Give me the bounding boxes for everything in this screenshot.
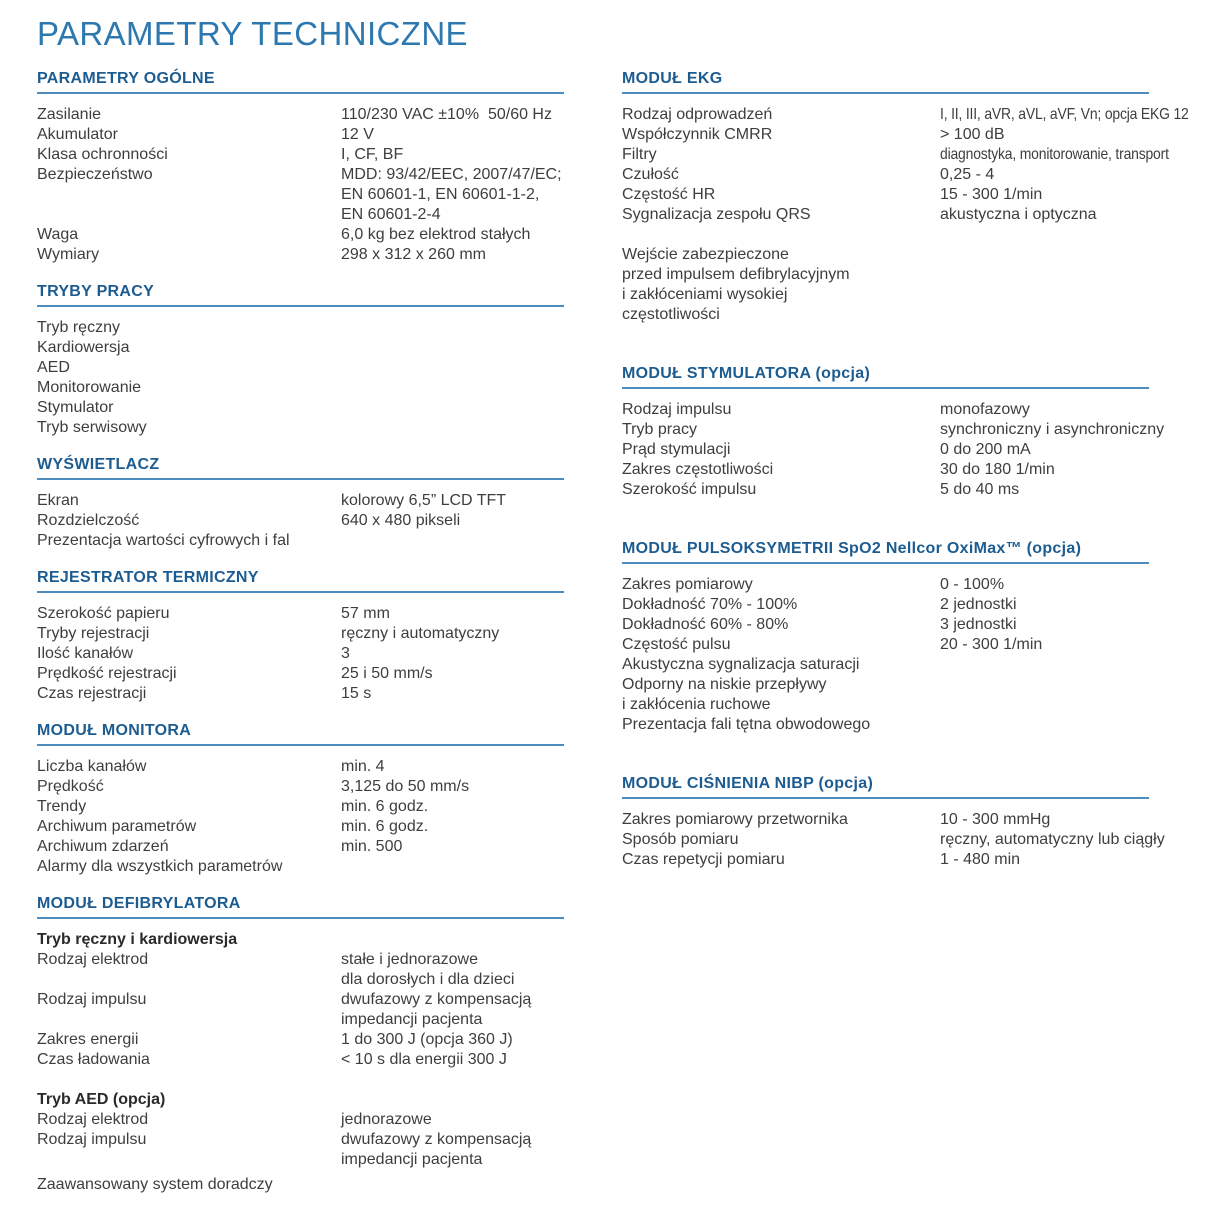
spec-value-line: MDD: 93/42/EEC, 2007/47/EC; (341, 166, 562, 183)
spec-value-line: impedancji pacjenta (341, 1011, 483, 1028)
spec-label: Wymiary (37, 246, 100, 263)
spec-value (940, 145, 1203, 165)
spec-value (940, 635, 1149, 655)
spec-row (622, 245, 1149, 265)
spec-value (940, 595, 1149, 615)
spec-label: Alarmy dla wszystkich parametrów (37, 858, 283, 875)
spec-value (341, 531, 564, 551)
section-rows (622, 94, 1189, 325)
spec-value-line: akustyczna i optyczna (940, 206, 1097, 223)
spec-section (37, 895, 564, 1195)
spec-row (37, 990, 564, 1030)
spec-value (940, 830, 1165, 850)
spec-value-line: 110/230 VAC ±10% 50/60 Hz (341, 106, 552, 123)
spec-row (622, 305, 1149, 325)
spec-value-line: EN 60601-1, EN 60601-1-2, (341, 186, 540, 203)
page-title: PARAMETRY TECHNICZNE (37, 15, 468, 52)
spec-label: Tryb ręczny (37, 319, 120, 336)
spec-value-line: min. 500 (341, 838, 403, 855)
spec-value (940, 675, 1149, 695)
section-heading: MODUŁ DEFIBRYLATORA (37, 895, 564, 919)
spec-value (940, 480, 1149, 500)
spec-row (622, 810, 1149, 830)
spec-label: Tryb pracy (622, 421, 697, 438)
spec-row (37, 857, 564, 877)
spec-value (341, 491, 564, 511)
section-rows (37, 480, 564, 551)
spec-label: Prezentacja wartości cyfrowych i fal (37, 532, 290, 549)
column-left (37, 70, 564, 1213)
spec-label: częstotliwości (622, 306, 720, 323)
spec-row (622, 145, 1169, 165)
spec-label: Akustyczna sygnalizacja saturacji (622, 656, 860, 673)
spec-label: Rodzaj elektrod (37, 1111, 149, 1128)
spec-row (622, 850, 1149, 870)
section-heading: MODUŁ EKG (622, 70, 1149, 94)
spec-label: Prędkość rejestracji (37, 665, 177, 682)
spec-row (37, 777, 564, 797)
section-heading: MODUŁ MONITORA (37, 722, 564, 746)
spec-value (940, 125, 1149, 145)
spec-row (622, 675, 1149, 695)
spec-value-line: 25 i 50 mm/s (341, 665, 433, 682)
spec-label: Zakres pomiarowy (622, 576, 753, 593)
spec-row (37, 245, 564, 265)
spec-section (622, 70, 1189, 325)
spec-value-line: monofazowy (940, 401, 1030, 418)
spec-row (37, 165, 564, 225)
spec-value (940, 575, 1149, 595)
spec-label: Dokładność 60% - 80% (622, 616, 789, 633)
section-heading: MODUŁ PULSOKSYMETRII SpO2 Nellcor OxiMax™ (opcja) (622, 540, 1149, 564)
spec-row (37, 624, 564, 644)
spec-subheading: Tryb ręczny i kardiowersja (37, 931, 238, 948)
spec-label: Akumulator (37, 126, 118, 143)
spec-value (341, 378, 564, 398)
section-heading: MODUŁ CIŚNIENIA NIBP (opcja) (622, 775, 1149, 799)
spec-label: Monitorowanie (37, 379, 142, 396)
spec-row (37, 604, 564, 624)
spec-value (341, 105, 564, 125)
spec-row (37, 1110, 564, 1130)
spec-row (37, 1175, 564, 1195)
spec-label: Rodzaj elektrod (37, 951, 149, 968)
spec-row (622, 265, 1149, 285)
spec-row (37, 105, 564, 125)
spec-value (940, 400, 1149, 420)
spec-row (622, 695, 1149, 715)
spec-value (341, 684, 564, 704)
spec-row (37, 145, 564, 165)
spec-label: Tryb serwisowy (37, 419, 147, 436)
spec-section (622, 775, 1165, 870)
spec-label: Częstość pulsu (622, 636, 731, 653)
spec-label: Zakres energii (37, 1031, 139, 1048)
spec-value-line: min. 6 godz. (341, 798, 429, 815)
spec-value-line: < 10 s dla energii 300 J (341, 1051, 507, 1068)
section-heading: REJESTRATOR TERMICZNY (37, 569, 564, 593)
spec-label: Tryby rejestracji (37, 625, 150, 642)
spec-label: Czułość (622, 166, 679, 183)
spec-value-line: ręczny, automatyczny lub ciągły (940, 831, 1165, 848)
spec-row (37, 418, 564, 438)
spec-label: Kardiowersja (37, 339, 130, 356)
spec-value (940, 695, 1149, 715)
spec-value-line: 5 do 40 ms (940, 481, 1020, 498)
spec-value-line: 0,25 - 4 (940, 166, 995, 183)
spec-value (940, 615, 1149, 635)
spec-value-line: > 100 dB (940, 126, 1005, 143)
spec-row (37, 1130, 564, 1170)
spec-value-line: jednorazowe (341, 1111, 432, 1128)
spec-row (622, 125, 1149, 145)
spec-label: Rodzaj impulsu (37, 1131, 147, 1148)
spec-value (341, 857, 564, 877)
spec-value (341, 1110, 564, 1130)
spec-value-line: 1 - 480 min (940, 851, 1021, 868)
spec-value (341, 338, 564, 358)
spec-value (341, 418, 564, 438)
spec-label: Zasilanie (37, 106, 102, 123)
spec-row (37, 318, 564, 338)
spec-label: przed impulsem defibrylacyjnym (622, 266, 850, 283)
spec-value-line: min. 4 (341, 758, 385, 775)
spec-value (940, 715, 1149, 735)
spec-label: Trendy (37, 798, 87, 815)
spec-value-line: min. 6 godz. (341, 818, 429, 835)
spec-value (940, 105, 1224, 125)
spec-row (37, 837, 564, 857)
spec-row (622, 165, 1149, 185)
spec-label: Archiwum zdarzeń (37, 838, 169, 855)
spec-label: Czas ładowania (37, 1051, 150, 1068)
spec-value-line: 2 jednostki (940, 596, 1017, 613)
spec-row (37, 797, 564, 817)
spec-value-line: 57 mm (341, 605, 390, 622)
spec-value (940, 205, 1149, 225)
spec-value-line: 6,0 kg bez elektrod stałych (341, 226, 531, 243)
spec-row (37, 398, 564, 418)
spec-row (622, 635, 1149, 655)
spec-label: Szerokość papieru (37, 605, 170, 622)
spec-value (341, 318, 564, 338)
spec-value (341, 797, 564, 817)
spec-value (341, 644, 564, 664)
spec-label: Sygnalizacja zespołu QRS (622, 206, 811, 223)
spec-value (341, 990, 564, 1030)
spec-subheading: Tryb AED (opcja) (37, 1091, 166, 1108)
spec-row (37, 817, 564, 837)
spec-value (940, 440, 1149, 460)
section-rows (37, 593, 564, 704)
spec-value (341, 245, 564, 265)
spec-value-line: 10 - 300 mmHg (940, 811, 1051, 828)
spec-section (37, 722, 564, 877)
spec-row (37, 338, 564, 358)
spec-value-line: EN 60601-2-4 (341, 206, 441, 223)
spec-value (940, 850, 1149, 870)
spec-label: Archiwum parametrów (37, 818, 197, 835)
spec-label: Sposób pomiaru (622, 831, 739, 848)
spec-value (341, 125, 564, 145)
spec-label: Prędkość (37, 778, 104, 795)
spec-value (341, 777, 564, 797)
spec-value (341, 817, 564, 837)
section-rows (37, 307, 564, 438)
spec-label: Ekran (37, 492, 79, 509)
spec-value-line: 1 do 300 J (opcja 360 J) (341, 1031, 513, 1048)
spec-value (940, 460, 1149, 480)
spec-value-line: 15 - 300 1/min (940, 186, 1043, 203)
section-heading: TRYBY PRACY (37, 283, 564, 307)
spec-row (37, 125, 564, 145)
spec-row (622, 595, 1149, 615)
spec-label: Rodzaj odprowadzeń (622, 106, 773, 123)
spec-label: Stymulator (37, 399, 114, 416)
spec-label: Odporny na niskie przepływy (622, 676, 827, 693)
spec-label: Prezentacja fali tętna obwodowego (622, 716, 871, 733)
spec-value-line: dla dorosłych i dla dzieci (341, 971, 515, 988)
spec-row (37, 1050, 564, 1070)
spec-row (37, 664, 564, 684)
spec-value (341, 950, 564, 990)
spec-row (622, 105, 1189, 125)
spec-row (622, 655, 1149, 675)
spec-value-line: 0 do 200 mA (940, 441, 1031, 458)
spec-value (341, 1050, 564, 1070)
spec-value (341, 604, 564, 624)
spec-value (341, 398, 564, 418)
spec-row (37, 644, 564, 664)
spec-row (37, 1030, 564, 1050)
spec-label: Ilość kanałów (37, 645, 134, 662)
spec-row (622, 575, 1149, 595)
spec-value (940, 285, 1149, 305)
spec-row (622, 400, 1149, 420)
spec-value-line: 30 do 180 1/min (940, 461, 1055, 478)
spec-row (37, 950, 564, 990)
spec-value (940, 245, 1149, 265)
spec-row (622, 480, 1149, 500)
row-gap (37, 1070, 564, 1090)
spec-row (622, 285, 1149, 305)
spec-value (341, 358, 564, 378)
spec-label: Szerokość impulsu (622, 481, 757, 498)
spec-value (940, 810, 1149, 830)
spec-value (341, 225, 564, 245)
spec-section (37, 283, 564, 438)
spec-row (622, 440, 1149, 460)
spec-value-line: 3 jednostki (940, 616, 1017, 633)
section-heading: MODUŁ STYMULATORA (opcja) (622, 365, 1149, 389)
spec-label: Rodzaj impulsu (622, 401, 732, 418)
spec-label: Wejście zabezpieczone (622, 246, 789, 263)
spec-value-line: I, II, III, aVR, aVL, aVF, Vn; opcja EKG 12 (940, 106, 1189, 123)
spec-row (622, 715, 1149, 735)
spec-row (622, 205, 1149, 225)
spec-value (341, 757, 564, 777)
section-rows (622, 799, 1165, 870)
spec-value-line: 12 V (341, 126, 374, 143)
spec-label: Filtry (622, 146, 657, 163)
spec-value (341, 837, 564, 857)
spec-value (341, 624, 564, 644)
spec-value (940, 185, 1149, 205)
column-right (622, 70, 1189, 910)
spec-section (37, 456, 564, 551)
section-rows (37, 746, 564, 877)
spec-label: Czas rejestracji (37, 685, 147, 702)
spec-label: Liczba kanałów (37, 758, 147, 775)
spec-row (37, 511, 564, 531)
spec-value (940, 165, 1149, 185)
spec-label: Rozdzielczość (37, 512, 140, 529)
spec-value-line: 20 - 300 1/min (940, 636, 1043, 653)
spec-label: Bezpieczeństwo (37, 166, 153, 183)
spec-row (37, 358, 564, 378)
spec-row (622, 420, 1165, 440)
spec-value (940, 420, 1164, 440)
spec-row (37, 378, 564, 398)
spec-label: Rodzaj impulsu (37, 991, 147, 1008)
spec-value (341, 1175, 564, 1195)
spec-row (37, 757, 564, 777)
spec-value-line: impedancji pacjenta (341, 1151, 483, 1168)
spec-value-line: 15 s (341, 685, 372, 702)
spec-value-line: 298 x 312 x 260 mm (341, 246, 486, 263)
spec-value-line: 3 (341, 645, 350, 662)
section-rows (622, 389, 1165, 500)
spec-row (622, 830, 1165, 850)
spec-value (341, 145, 564, 165)
spec-row (37, 531, 564, 551)
spec-value-line: ręczny i automatyczny (341, 625, 500, 642)
spec-value-line: synchroniczny i asynchroniczny (940, 421, 1165, 438)
spec-value (940, 305, 1149, 325)
spec-label: AED (37, 359, 70, 376)
section-heading: PARAMETRY OGÓLNE (37, 70, 564, 94)
section-rows (37, 919, 564, 1195)
spec-label: Klasa ochronności (37, 146, 168, 163)
spec-label: Zakres pomiarowy przetwornika (622, 811, 848, 828)
spec-value (341, 165, 564, 225)
row-gap (622, 225, 1149, 245)
spec-value-line: dwufazowy z kompensacją (341, 991, 532, 1008)
section-heading: WYŚWIETLACZ (37, 456, 564, 480)
spec-value-line: 3,125 do 50 mm/s (341, 778, 470, 795)
spec-row (37, 225, 564, 245)
spec-label: Współczynnik CMRR (622, 126, 773, 143)
section-rows (622, 564, 1149, 735)
spec-section (622, 540, 1149, 735)
section-rows (37, 94, 564, 265)
spec-row (622, 185, 1149, 205)
spec-label: Częstość HR (622, 186, 716, 203)
spec-label: Waga (37, 226, 79, 243)
spec-value (341, 664, 564, 684)
spec-value-line: dwufazowy z kompensacją (341, 1131, 532, 1148)
spec-value (341, 1130, 564, 1170)
spec-label: Zakres częstotliwości (622, 461, 774, 478)
spec-value-line: I, CF, BF (341, 146, 404, 163)
spec-row (37, 491, 564, 511)
spec-label: Dokładność 70% - 100% (622, 596, 798, 613)
spec-columns (37, 70, 1224, 1213)
spec-section (37, 70, 564, 265)
spec-value-line: diagnostyka, monitorowanie, transport (940, 146, 1169, 163)
spec-label: Czas repetycji pomiaru (622, 851, 785, 868)
spec-value (341, 511, 564, 531)
spec-label: Zaawansowany system doradczy (37, 1176, 273, 1193)
spec-value (940, 655, 1149, 675)
spec-value (341, 1030, 564, 1050)
spec-label: i zakłóceniami wysokiej (622, 286, 788, 303)
spec-section (37, 569, 564, 704)
spec-row (622, 460, 1149, 480)
spec-value-line: kolorowy 6,5” LCD TFT (341, 492, 507, 509)
spec-label: i zakłócenia ruchowe (622, 696, 771, 713)
spec-row (37, 684, 564, 704)
spec-row (622, 615, 1149, 635)
spec-value-line: 0 - 100% (940, 576, 1005, 593)
spec-value-line: 640 x 480 pikseli (341, 512, 461, 529)
spec-section (622, 365, 1165, 500)
spec-value (940, 265, 1149, 285)
spec-label: Prąd stymulacji (622, 441, 731, 458)
spec-value-line: stałe i jednorazowe (341, 951, 478, 968)
